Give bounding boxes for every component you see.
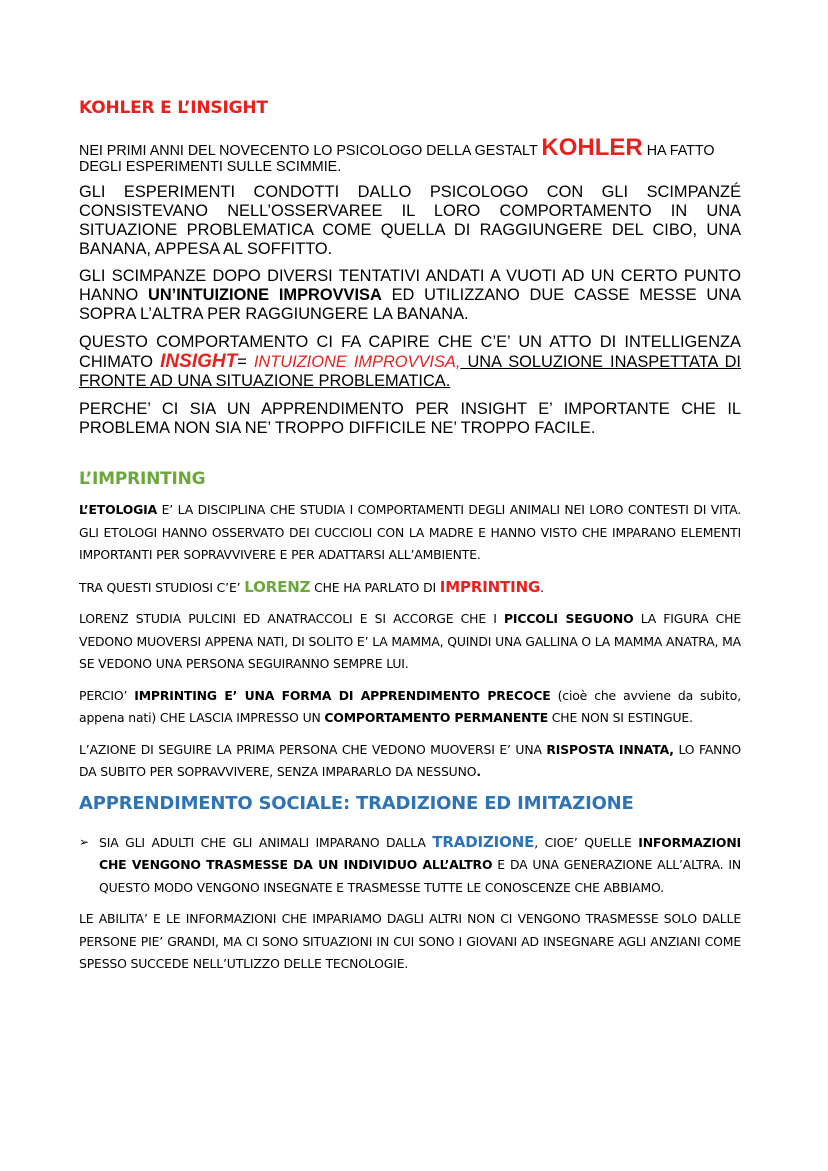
bold-text: L’ETOLOGIA — [79, 502, 158, 517]
text: NEI PRIMI ANNI DEL NOVECENTO LO PSICOLOGO DELLA GESTALT — [79, 143, 542, 159]
text: TRA QUESTI STUDIOSI C’E’ — [79, 579, 245, 595]
list-item — [79, 831, 741, 900]
kohler-paragraph-1 — [79, 134, 741, 175]
text: E’ LA DISCIPLINA CHE STUDIA I COMPORTAMENTI DEGLI ANIMALI NEI LORO CONTESTI DI VITA. GLI ETOLOGI HANNO OSSERVATO DEI CUCCIOLI CON LA MADRE E HANNO VISTO CHE IMPARANO ELEMENTI IMPORTANTI PER SOPRAVVIVERE E PER ADATTARSI ALL’AMBIENTE. — [79, 502, 741, 562]
text: E DA UNA GENERAZIONE ALL’ALTRA. IN QUESTO MODO VENGONO INSEGNATE E TRASMESSE TUTTE LE CONOSCENZE CHE ABBIAMO. — [99, 857, 741, 895]
text: LORENZ STUDIA PULCINI ED ANATRACCOLI E SI ACCORGE CHE I — [79, 611, 504, 626]
text: . — [540, 579, 544, 595]
text: ED UTILIZZANO DUE CASSE MESSE UNA SOPRA L’ALTRA PER RAGGIUNGERE LA BANANA. — [79, 286, 742, 323]
insight-definition: INTUIZIONE IMPROVVISA, — [253, 353, 461, 371]
imprinting-paragraph-1 — [79, 499, 741, 567]
text: LA FIGURA CHE VEDONO MUOVERSI APPENA NATI, DI SOLITO E’ LA MAMMA, QUINDI UNA GALLINA O LA MAMMA ANATRA, MA SE VEDONO UNA PERSONA SEGUIRANNO SEMPRE LUI. — [79, 611, 742, 671]
imprinting-heading: L’IMPRINTING — [79, 469, 206, 489]
kohler-paragraph-3 — [79, 267, 741, 324]
tradizione-term: TRADIZIONE — [432, 832, 535, 851]
bold-text: UN’INTUIZIONE IMPROVVISA — [147, 286, 382, 304]
imprinting-paragraph-4 — [79, 685, 741, 730]
text: SIA GLI ADULTI CHE GLI ANIMALI IMPARANO DALLA — [99, 834, 433, 850]
text: GLI SCIMPANZE DOPO DIVERSI TENTATIVI ANDATI A VUOTI AD UN CERTO PUNTO HANNO — [79, 267, 741, 304]
kohler-heading: KOHLER E L’INSIGHT — [79, 98, 268, 118]
underlined-text: UNA SOLUZIONE INASPETTATA DI FRONTE AD UNA SITUAZIONE PROBLEMATICA. — [79, 353, 741, 390]
bold-text: RISPOSTA INNATA, — [546, 741, 674, 757]
bold-text: PICCOLI SEGUONO — [503, 611, 634, 626]
bold-text: INFORMAZIONI CHE VENGONO TRASMESSE DA UN INDIVIDUO ALL’ALTRO — [99, 834, 741, 872]
text: , CIOE’ QUELLE — [534, 834, 639, 850]
text: CHE NON SI ESTINGUE. — [548, 710, 693, 725]
sociale-paragraph: LE ABILITA’ E LE INFORMAZIONI CHE IMPARIAMO DAGLI ALTRI NON CI VENGONO TRASMESSE SOLO DALLE PERSONE PIE’ GRANDI, MA CI SONO SITUAZIONI IN CUI SONO I GIOVANI AD INSEGNARE AGLI ANZIANI COME SPESSO SUCCEDE NELL’UTLIZZO DELLE TECNOLOGIE. — [79, 911, 741, 971]
imprinting-paragraph-5 — [79, 739, 741, 784]
text: QUESTO COMPORTAMENTO CI FA CAPIRE CHE C’E’ UN ATTO DI INTELLIGENZA CHIMATO — [79, 333, 741, 371]
text: LO FANNO DA SUBITO PER SOPRAVVIVERE, SENZA IMPARARLO DA NESSUNO — [79, 741, 741, 779]
imprinting-paragraph-3 — [79, 608, 741, 676]
text: CHE HA PARLATO DI — [310, 579, 440, 595]
bold-text: IMPRINTING E’ UNA FORMA DI APPRENDIMENTO PRECOCE — [134, 687, 551, 703]
text: PERCIO’ — [79, 687, 135, 703]
bold-text: . — [476, 764, 481, 779]
kohler-paragraph-5: PERCHE’ CI SIA UN APPRENDIMENTO PER INSIGHT E’ IMPORTANTE CHE IL PROBLEMA NON SIA NE’ TROPPO DIFFICILE NE’ TROPPO FACILE. — [79, 400, 741, 437]
kohler-name: KOHLER — [541, 134, 643, 161]
kohler-paragraph-4 — [79, 333, 741, 391]
imprinting-term: IMPRINTING — [439, 577, 541, 596]
kohler-paragraph-2: GLI ESPERIMENTI CONDOTTI DALLO PSICOLOGO CON GLI SCIMPANZÉ CONSISTEVANO NELL’OSSERVAREE IL LORO COMPORTAMENTO IN UNA SITUAZIONE PROBLEMATICA COME QUELLA DI RAGGIUNGERE DEL CIBO, UNA BANANA, APPESA AL SOFFITTO. — [79, 183, 741, 258]
document-page — [79, 98, 741, 976]
imprinting-paragraph-2 — [79, 576, 741, 600]
text: HA FATTO DEGLI ESPERIMENTI SULLE SCIMMIE. — [79, 143, 715, 175]
arrowhead-bullet-icon: ➢ — [79, 834, 90, 849]
bold-text: COMPORTAMENTO PERMANENTE — [324, 710, 549, 725]
lorenz-name: LORENZ — [244, 577, 311, 596]
tradizione-paragraph — [99, 831, 741, 900]
text: (cioè che avviene da subito, appena nati) CHE LASCIA IMPRESSO UN — [79, 687, 741, 725]
text: = — [237, 353, 254, 371]
insight-term: INSIGHT — [160, 351, 238, 372]
apprendimento-sociale-heading: APPRENDIMENTO SOCIALE: TRADIZIONE ED IMITAZIONE — [79, 792, 634, 814]
text: L’AZIONE DI SEGUIRE LA PRIMA PERSONA CHE VEDONO MUOVERSI E’ UNA — [79, 741, 547, 757]
